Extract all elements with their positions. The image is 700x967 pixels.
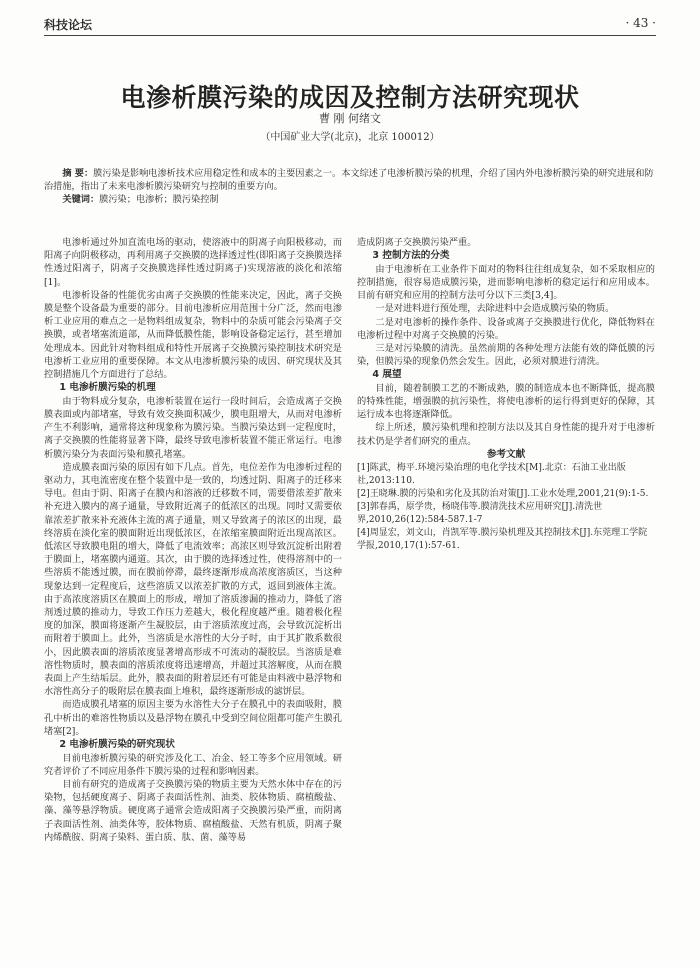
control-paragraph: 三是对污染膜的清洗。虽然前期的各种处理方法能有效的降低膜的污染，但膜污染的现象仍然会发生。因此，必须对膜进行清洗。 [357, 342, 655, 368]
reference-item: [4]周显宏，刘文山，肖凯军等.膜污染机理及其控制技术[J].东莞理工学院学报,2010,17(1):57-61. [357, 527, 648, 551]
affiliation: （中国矿业大学(北京)，北京 100012） [260, 132, 440, 143]
page-number: · 43 · [625, 16, 656, 30]
abstract-label: 摘 要： [62, 168, 94, 179]
mechanism-paragraph: 而造成膜孔堵塞的原因主要为水溶性大分子在膜孔中的表面吸附，膜孔中析出的难溶性物质以及悬浮物在膜孔中受到空间位阻都可能产生膜孔堵塞[2]。 [44, 699, 342, 737]
control-paragraph: 一是对进料进行预处理，去除进料中会造成膜污染的物质。 [375, 303, 615, 315]
outlook-paragraph: 综上所述，膜污染机理和控制方法以及其自身性能的提升对于电渗析技术仍是学者们研究的重点。 [357, 422, 655, 447]
authors: 曹 刚 何绪文 [319, 112, 381, 125]
mechanism-paragraph: 造成膜表面污染的原因有如下几点。首先，电位差作为电渗析过程的驱动力，其电流密度在整个装置中是一致的，均透过阴、阳离子的迁移来导电。但由于阴、阳离子在膜内和溶液的迁移数不同，需要借浓差扩散来补充进入膜内的离子通量，导致附近离子的低浓区的出现。同时又需要依靠浓差扩散来补充液体主流的离子通量，则又导致离子的浓区的出现，最终溶质在淡化室的膜面附近出现低浓区，在浓缩室膜面附近出现高浓区。低浓区导致膜电阻的增大，降低了电流效率；高浓区则导致沉淀析出附着于膜面上，堵塞膜内通道。其次，由于膜的选择透过性，使得溶剂中的一些溶质不能透过膜，而在膜前停滞，最终逐渐形成高浓度溶质区，当这种现象达到一定程度后，这些溶质又以浓差扩散的方式，返回到液体主流。由于高浓度溶质区在膜面上的形成，增加了溶质渗漏的推动力，降低了溶剂透过膜的推动力，导致工作压力差越大，极化程度越严重。随着极化程度的加深，膜面将逐渐产生凝胶层，由于溶质浓度过高，会导致沉淀析出而附着于膜面上。此外，当溶质是水溶性的大分子时，由于其扩散系数很小，因此膜表面的溶质浓度显著增高形成不可流动的凝胶层。当溶质是难溶性物质时，膜表面的溶质浓度将迅速增高，并超过其溶解度，从而在膜表面上产生结垢层。此外，膜表面的附着层还有可能是由料液中悬浮物和水溶性高分子的吸附层在膜表面上堆积，最终逐渐形成的滤饼层。 [44, 461, 342, 698]
keywords-text: 膜污染；电渗析；膜污染控制 [99, 194, 219, 205]
right-column [357, 236, 655, 553]
section-heading-2: 2 电渗析膜污染的研究现状 [59, 739, 175, 751]
reference-item: [2]王晓琳.膜的污染和劣化及其防治对策[J].工业水处理,2001,21(9):1-5. [357, 488, 649, 499]
abstract-block [44, 167, 656, 206]
article-title: 电渗析膜污染的成因及控制方法研究现状 [120, 83, 580, 112]
left-column [44, 236, 342, 844]
keywords [44, 193, 656, 206]
intro-paragraph: 电渗析通过外加直流电场的驱动，使溶液中的阴离子向阳极移动，而阳离子向阴极移动，再利用离子交换膜的选择透过性(即阳离子交换膜选择性透过阳离子，阴离子交换膜选择性透过阴离子)实现溶液的淡化和浓缩[1]。 [44, 237, 342, 288]
keywords-label: 关键词： [62, 194, 100, 205]
reference-item: [3]郭春禹，原学贵，杨晓伟等.膜清洗技术应用研究[J].清洗世界,2010,26(12):584-587.1-7 [357, 501, 603, 525]
status-paragraph: 目前电渗析膜污染的研究涉及化工、冶金、轻工等多个应用领域。研究者评价了不同应用条件下膜污染的过程和影响因素。 [44, 752, 342, 777]
section-heading-1: 1 电渗析膜污染的机理 [59, 382, 156, 394]
control-paragraph: 二是对电渗析的操作条件、设备或离子交换膜进行优化，降低物料在电渗析过程中对离子交换膜的污染。 [357, 316, 655, 341]
references-title: 参考文献 [486, 448, 526, 460]
header-rule [44, 35, 656, 36]
status-paragraph: 目前有研究的造成离子交换膜污染的物质主要为天然水体中存在的污染物，包括硬度离子、阴离子表面活性剂、油类、胶体物质、腐植酸盐、藻、藻等悬浮物质。硬度离子通常会造成阳离子交换膜污染严重，而阴离子表面活性剂、油类体等，胶体物质、腐植酸盐、天然有机质，阴离子聚内烯酰胺、阴离子染料、蛋白质、肽、菌、藻等易 [44, 778, 342, 843]
outlook-paragraph: 目前，随着制膜工艺的不断成熟，膜的制造成本也不断降低，提高膜的特殊性能，增强膜的抗污染性，将使电渗析的运行得到更好的保障，其运行成本也将逐渐降低。 [357, 382, 655, 421]
control-paragraph: 由于电渗析在工业条件下面对的物料往往组成复杂，如不采取相应的控制措施，很容易造成膜污染，进而影响电渗析的稳定运行和应用成本。目前有研究和应用的控制方法可分以下三类[3,4]。 [357, 263, 655, 302]
reference-item: [1]陈武，梅平.环境污染治理的电化学技术[M].北京：石油工业出版社,2013:110. [357, 462, 626, 486]
section-heading-3: 3 控制方法的分类 [372, 250, 450, 262]
abstract-text: 膜污染是影响电渗析技术应用稳定性和成本的主要因素之一。本文综述了电渗析膜污染的机理，介绍了国内外电渗析膜污染的研究进展和防治措施，指出了未来电渗析膜污染研究与控制的重要方向。 [44, 168, 654, 192]
intro-paragraph: 电渗析设备的性能优劣由离子交换膜的性能来决定，因此，离子交换膜是整个设备最为重要的部分。目前电渗析应用范围十分广泛，然而电渗析工业应用的难点之一是物料组成复杂，物料中的杂质可能会污染离子交换膜，或者堵塞流道部，从而降低膜性能，影响设备稳定运行，甚至增加处理成本。因此针对物料组成和特性开展离子交换膜污染控制技术研究是电渗析工业应用的重要保障。本文从电渗析膜污染的成因、研究现状及其控制措施几个方面进行了总结。 [44, 289, 342, 381]
mechanism-paragraph: 由于物料成分复杂，电渗析装置在运行一段时间后，会造成离子交换膜表面或内部堵塞，导致有效交换面积减少，膜电阻增大，从而对电渗析产生不利影响，通常将这种现象称为膜污染。当膜污染达到一定程度时，离子交换膜的性能将显著下降，最终导致电渗析装置不能正常运行。电渗析膜污染分为表面污染和膜孔堵塞。 [44, 395, 342, 460]
journal-section: 科技论坛 [44, 18, 93, 32]
abstract [44, 167, 656, 193]
continued-paragraph: 造成阴离子交换膜污染严重。 [357, 237, 477, 248]
section-heading-4: 4 展望 [372, 369, 402, 381]
